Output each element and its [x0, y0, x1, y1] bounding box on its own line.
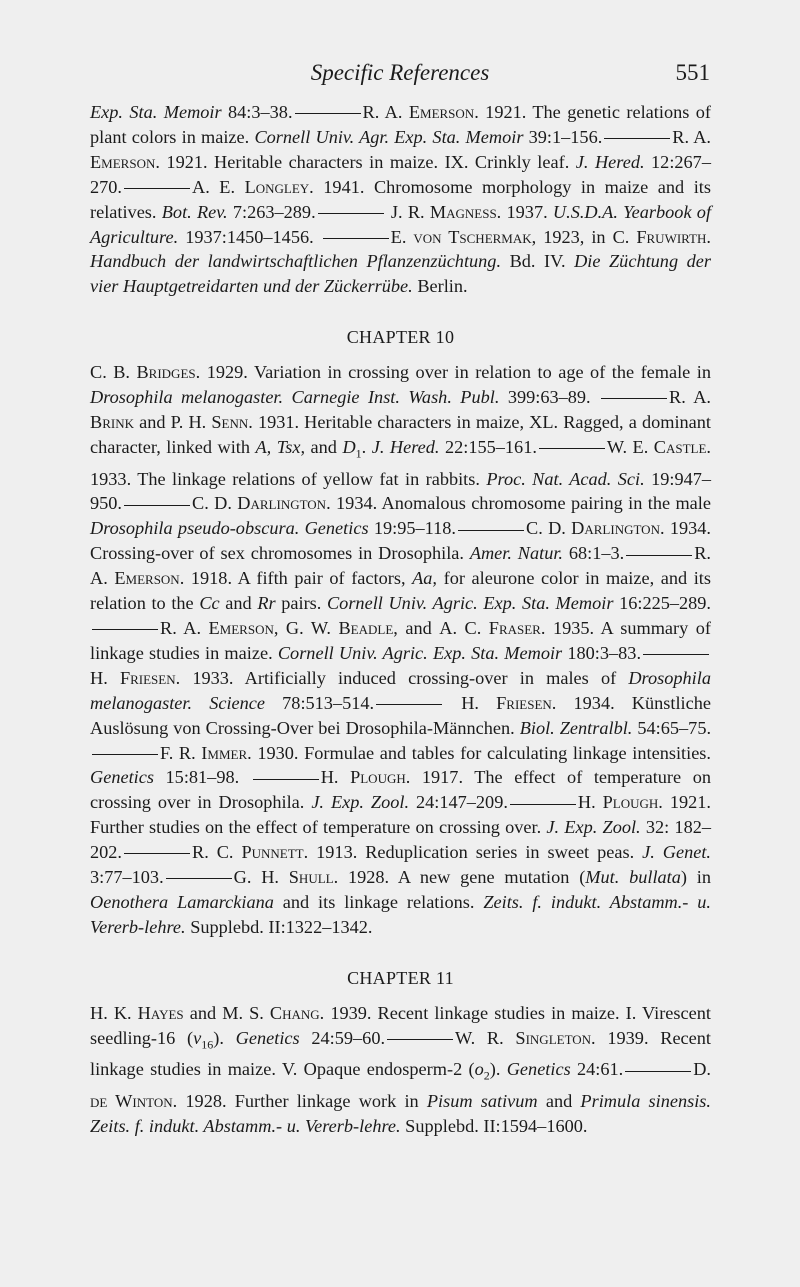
ref-title: 1934. Crossing-over of sex chromosomes in Drosophila. [90, 518, 711, 564]
ref-title: 1921. Further studies on the effect of temperature on crossing over. [90, 792, 711, 838]
ref-text: and [225, 593, 252, 614]
ref-author: P. H. Senn. [170, 412, 253, 433]
ditto-dash [124, 853, 190, 854]
ref-place: Berlin. [417, 276, 468, 297]
ref-author: R. A. Emerson. [90, 126, 711, 172]
ref-author: W. E. Castle. [606, 436, 711, 457]
ref-title: 1921. Heritable characters in maize. IX. Crinkly leaf. [166, 151, 570, 172]
gene-subscript: 2 [483, 1068, 490, 1083]
chapter-11-references [90, 1001, 711, 1139]
ref-journal: Genetics [235, 1027, 300, 1048]
ref-author: R. C. Punnett. [192, 842, 309, 863]
ditto-dash [626, 555, 692, 556]
ditto-dash [376, 704, 442, 705]
ref-pages: 399:63–89. [507, 387, 591, 408]
ref-title: 1929. Variation in crossing over in relation to age of the female in [206, 362, 711, 383]
ref-text: and [405, 617, 432, 638]
ref-author: H. Plough. [577, 792, 663, 813]
ref-text: . [361, 436, 367, 457]
gene-symbol: Aa, [412, 568, 438, 589]
ref-journal: Proc. Nat. Acad. Sci. [486, 468, 645, 489]
ditto-dash [643, 654, 709, 655]
ditto-dash [124, 188, 190, 189]
ref-author: C. B. Bridges. [90, 362, 201, 383]
running-title: Specific References [310, 60, 490, 85]
ref-journal: Biol. Zentralbl. [519, 717, 633, 738]
running-header [90, 60, 710, 100]
ref-title: 1921. The genetic relations of plant colors in maize. [90, 102, 711, 147]
ref-text: and [545, 1090, 573, 1111]
ditto-dash [510, 804, 576, 805]
ref-author: G. H. Shull. [233, 867, 339, 888]
gene-symbol: Cc [199, 593, 220, 614]
ref-author: J. R. Magness. [390, 201, 502, 222]
ditto-dash [458, 530, 524, 531]
ref-pages: 3:77–103. [90, 867, 164, 888]
ditto-dash [92, 629, 158, 630]
ditto-dash [387, 1039, 453, 1040]
ref-author: H. K. Hayes [90, 1002, 184, 1023]
ref-title: Die Züchtung der vier Hauptgetreidarten und der Zückerrübe. [90, 251, 711, 297]
ref-journal: J. Genet. [642, 842, 711, 863]
ref-title: 1934. Anomalous chromosome pairing in the male [336, 493, 711, 514]
ref-journal: J. Exp. Zool. [546, 817, 641, 838]
ref-text: ). [213, 1027, 224, 1048]
ref-volume: Bd. IV. [509, 251, 566, 272]
ref-pages: Supplebd. II:1322–1342. [190, 916, 373, 937]
ref-title: 1933. Artificially induced crossing-over in males of [192, 667, 617, 688]
ref-title: 1931. Heritable characters in maize, XL. Ragged, a dominant character, linked with [90, 412, 712, 457]
ref-journal: Bot. Rev. [161, 201, 228, 222]
ref-pages: 16:225–289. [619, 593, 711, 614]
ref-pages: 68:1–3. [568, 543, 625, 564]
ref-text: pairs. [281, 593, 322, 614]
ref-title: 1939. Recent linkage studies in maize. I. Virescent seedling-16 ( [90, 1002, 711, 1048]
ref-pages: 15:81–98. [165, 767, 240, 788]
gene-symbol: D [342, 436, 356, 457]
ref-author: R. A. Emerson. [90, 543, 711, 589]
ref-title: 1930. Formulae and tables for calculating linkage intensities. [257, 742, 711, 763]
ref-pages: 19:947–950. [90, 468, 712, 514]
ref-author: E. von Tschermak, [390, 226, 537, 247]
ref-journal: J. Hered. [371, 436, 440, 457]
species-name: Pisum sativum [426, 1090, 538, 1111]
ref-title: 1928. A new gene mutation ( [347, 867, 586, 888]
ref-pages: 19:95–118. [373, 518, 456, 539]
ref-author: C. D. Darlington. [526, 518, 665, 539]
ref-journal: Genetics [90, 767, 154, 788]
ditto-dash [92, 754, 158, 755]
ref-pages: 24:59–60. [311, 1027, 386, 1048]
ref-author: R. A. Emerson. [362, 102, 479, 122]
ref-journal: Cornell Univ. Agr. Exp. Sta. Memoir [254, 126, 524, 147]
ref-pages: 7:263–289. [232, 201, 316, 222]
ref-title: and its linkage relations. [282, 891, 475, 912]
ref-journal: Drosophila melanogaster. Science [90, 667, 711, 713]
ref-journal: Primula sinensis. Zeits. f. indukt. Abstamm.- u. Vererb-lehre. [90, 1090, 711, 1136]
chapter-10-heading: CHAPTER 10 [346, 327, 455, 348]
ref-pages: 1937:1450–1456. [185, 226, 314, 247]
gene-symbol: Rr [257, 593, 276, 614]
ref-title: 1917. The effect of temperature on crossing over in Drosophila. [90, 767, 711, 813]
ref-journal: Cornell Univ. Agric. Exp. Sta. Memoir [277, 642, 563, 663]
ref-journal: Exp. Sta. Memoir [90, 102, 222, 122]
ref-journal: J. Hered. [575, 151, 645, 172]
ref-title: Handbuch der landwirtschaftlichen Pflanzenzüchtung. [90, 251, 502, 272]
ref-pages: 12:267–270. [90, 151, 711, 197]
ref-journal: Amer. Natur. [469, 543, 564, 564]
ref-pages: Supplebd. II:1594–1600. [405, 1115, 588, 1136]
ditto-dash [253, 779, 319, 780]
ref-author: C. D. Darlington. [192, 493, 331, 514]
ref-pages: 78:513–514. [282, 692, 375, 713]
ref-pages: 24:147–209. [415, 792, 508, 813]
references-body [90, 100, 711, 1139]
ditto-dash [166, 878, 232, 879]
ref-author: D. de Winton. [90, 1059, 712, 1111]
mutant-name: Mut. bullata [585, 867, 681, 888]
ref-journal: U.S.D.A. Yearbook of Agriculture. [90, 201, 712, 247]
ref-pages: 54:65–75. [637, 717, 712, 738]
ref-journal: Zeits. f. indukt. Abstamm.- u. Vererb-lehre. [90, 891, 711, 937]
ref-text: and [310, 436, 337, 457]
ref-pages: 84:3–38. [228, 102, 293, 122]
ref-author: H. Friesen. [461, 692, 557, 713]
ref-author: A. E. Longley. [192, 176, 314, 197]
chapter-10-references [90, 360, 711, 940]
ditto-dash [323, 238, 389, 239]
ref-title: 1934. Künstliche Auslösung von Crossing-Over bei Drosophila-Männchen. [90, 692, 711, 738]
species-name: Oenothera Lamarckiana [90, 891, 274, 912]
ref-year: 1923, in [543, 226, 606, 247]
chapter-9-references-continued [90, 100, 711, 299]
ref-author: H. Friesen. [90, 667, 181, 688]
ref-author: R. A. Brink [90, 387, 711, 433]
chapter-11-heading: CHAPTER 11 [347, 967, 454, 988]
ref-title: 1935. A summary of linkage studies in maize. [90, 617, 711, 663]
ref-pages: 32: 182–202. [90, 817, 711, 863]
ref-author: W. R. Singleton. [455, 1027, 596, 1048]
ref-journal: Cornell Univ. Agric. Exp. Sta. Memoir [326, 593, 614, 614]
ref-title: for aleurone color in maize, and its relation to the [90, 568, 712, 614]
ref-title: 1939. Recent linkage studies in maize. V. Opaque endosperm-2 ( [90, 1027, 712, 1080]
ref-author: A. C. Fraser. [439, 617, 546, 638]
ref-journal: J. Exp. Zool. [311, 792, 410, 813]
ditto-dash [625, 1071, 691, 1072]
gene-symbol: o [474, 1059, 484, 1080]
ref-title: 1913. Reduplication series in sweet peas. [316, 842, 635, 863]
ref-title: 1941. Chromosome morphology in maize and its relatives. [90, 176, 711, 222]
gene-subscript: 16 [201, 1037, 214, 1052]
ref-author: M. S. Chang. [222, 1002, 325, 1023]
ref-pages: 180:3–83. [567, 642, 642, 663]
ref-pages: 24:61. [577, 1059, 624, 1080]
ref-title: 1933. The linkage relations of yellow fat in rabbits. [90, 468, 480, 489]
ref-year: 1937. [506, 201, 548, 222]
ref-journal: Drosophila pseudo-obscura. Genetics [90, 518, 369, 539]
ref-pages: 22:155–161. [444, 436, 537, 457]
ref-title: 1928. Further linkage work in [185, 1090, 419, 1111]
ref-author: C. Fruwirth. [612, 226, 711, 247]
ref-title: 1918. A fifth pair of factors, [190, 568, 406, 589]
gene-subscript: 1 [355, 446, 362, 461]
ditto-dash [601, 398, 667, 399]
gene-symbol: A, Tsx, [255, 436, 306, 457]
ditto-dash [604, 138, 670, 139]
ref-journal: Drosophila melanogaster. Carnegie Inst. Wash. Publ. [90, 387, 500, 408]
page-number: 551 [675, 60, 710, 85]
gene-symbol: v [193, 1027, 202, 1048]
ref-text: and [139, 412, 166, 433]
ref-author: H. Plough. [320, 767, 411, 788]
ref-journal: Genetics [506, 1059, 571, 1080]
ditto-dash [124, 505, 190, 506]
ref-text: and [189, 1002, 217, 1023]
ditto-dash [318, 213, 384, 214]
ref-pages: 39:1–156. [528, 126, 603, 147]
ref-text: ). [489, 1059, 501, 1080]
ref-author: F. R. Immer. [160, 742, 252, 763]
ref-text: ) in [680, 867, 711, 888]
ditto-dash [539, 448, 605, 449]
ref-author: R. A. Emerson, G. W. Beadle, [160, 617, 398, 638]
ditto-dash [295, 113, 361, 114]
